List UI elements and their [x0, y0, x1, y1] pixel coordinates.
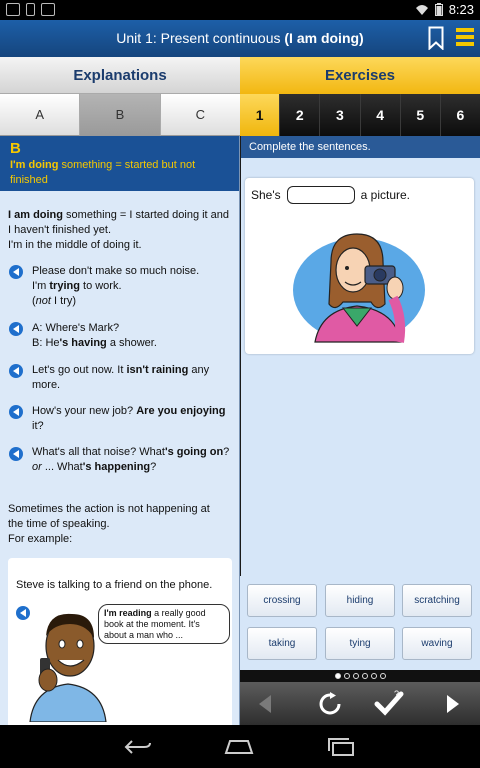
section-subtitle	[10, 158, 230, 188]
option-crossing[interactable]: crossing	[247, 584, 317, 617]
system-nav-bar	[0, 725, 480, 768]
speaker-icon[interactable]	[9, 447, 23, 461]
section-tabs	[0, 94, 240, 136]
example-3-post: any more.	[32, 364, 210, 391]
intro-bold: I am doing	[8, 209, 63, 221]
intro-text	[8, 208, 234, 253]
tab-exercises[interactable]: Exercises	[240, 57, 480, 94]
option-hiding[interactable]: hiding	[325, 584, 395, 617]
system-icons	[415, 2, 474, 17]
exercise-tabs	[240, 94, 480, 136]
explanation-panel[interactable]	[0, 136, 240, 725]
status-bar	[0, 0, 480, 20]
speech-bubble	[98, 604, 230, 644]
paragraph-2-line2: For example:	[8, 533, 73, 545]
wifi-icon	[415, 4, 429, 16]
paragraph-2-text: Sometimes the action is not happening at the time of speaking.	[8, 503, 210, 530]
example-1-note-post: I try)	[50, 295, 77, 307]
nav-back-icon[interactable]	[124, 739, 152, 755]
example-5-pre: What's all that noise? What	[32, 446, 165, 458]
example-5-post2: ?	[150, 461, 157, 473]
section-subtitle-bold: I'm doing	[10, 159, 59, 171]
section-tab-a[interactable]: A	[0, 94, 80, 136]
pager-dot[interactable]	[362, 673, 368, 679]
example-1-pre: I'm	[32, 280, 50, 292]
question-card	[245, 178, 474, 354]
example-5	[32, 445, 232, 475]
exercise-action-bar	[240, 682, 480, 725]
page-title-bold: (I am doing)	[284, 30, 364, 46]
example-4-bold: Are you enjoying	[136, 405, 226, 417]
pager-dot[interactable]	[371, 673, 377, 679]
example-3-bold: isn't raining	[126, 364, 189, 376]
section-tab-c[interactable]: C	[161, 94, 240, 136]
speech-bubble-rest: a really good book at the moment. It's about a man who ...	[104, 608, 206, 640]
example-3-pre: Let's go out now. It	[32, 364, 127, 376]
option-tying[interactable]: tying	[325, 627, 395, 660]
pager-dot[interactable]	[344, 673, 350, 679]
example-2-bold: 's having	[59, 337, 107, 349]
nav-home-icon[interactable]	[224, 739, 254, 755]
speaker-icon[interactable]	[9, 405, 23, 419]
nav-recents-icon[interactable]	[326, 737, 356, 757]
exercise-tab-5[interactable]: 5	[401, 94, 441, 136]
option-taking[interactable]: taking	[247, 627, 317, 660]
refresh-icon[interactable]	[318, 692, 342, 716]
pager-dots	[240, 670, 480, 682]
notification-icons	[6, 3, 55, 16]
option-scratching[interactable]: scratching	[402, 584, 472, 617]
speaker-icon[interactable]	[9, 322, 23, 336]
pager-dot[interactable]	[380, 673, 386, 679]
example-1	[32, 264, 232, 309]
example-4	[32, 404, 232, 434]
example-2	[32, 321, 232, 351]
section-tab-b[interactable]: B	[80, 94, 160, 136]
example-5-or: or	[32, 461, 42, 473]
man-on-phone-illustration	[28, 600, 108, 722]
pager-dot[interactable]	[335, 673, 341, 679]
exercise-tab-4[interactable]: 4	[361, 94, 401, 136]
status-time: 8:23	[448, 2, 474, 17]
battery-icon	[435, 3, 443, 16]
speech-bubble-text	[104, 608, 224, 641]
question-prefix: She's	[251, 188, 281, 202]
speaker-icon[interactable]	[9, 364, 23, 378]
intro-rest: something = I started doing it and I haven't finished yet.	[8, 209, 230, 236]
example-5-bold: 's going on	[164, 446, 224, 458]
next-arrow-icon[interactable]	[446, 694, 460, 714]
exercise-tab-6[interactable]: 6	[441, 94, 480, 136]
bookmark-icon[interactable]	[428, 26, 444, 50]
check-question-mark: ?	[394, 689, 400, 699]
question-suffix: a picture.	[360, 188, 411, 202]
example-2-pre: B: He	[32, 337, 60, 349]
example-1-note-italic: not	[35, 295, 51, 307]
section-header	[0, 136, 240, 191]
back-arrow-icon[interactable]	[258, 694, 272, 714]
example-1-note-pre: (	[32, 295, 36, 307]
woman-with-camera-illustration	[291, 226, 427, 346]
example-4-post: it?	[32, 420, 44, 432]
page-title	[0, 20, 480, 57]
example-2-post: a shower.	[106, 337, 157, 349]
option-waving[interactable]: waving	[402, 627, 472, 660]
exercise-instruction: Complete the sentences.	[249, 141, 371, 153]
section-letter: B	[10, 140, 21, 157]
exercise-tab-2[interactable]: 2	[280, 94, 320, 136]
exercise-tab-1[interactable]: 1	[240, 94, 280, 136]
pager-dot[interactable]	[353, 673, 359, 679]
example-3	[32, 363, 222, 393]
example-1-post: to work.	[79, 280, 122, 292]
answer-blank[interactable]	[287, 186, 355, 204]
tab-explanations[interactable]: Explanations	[0, 57, 240, 94]
exercise-tab-3[interactable]: 3	[320, 94, 360, 136]
image-icon	[41, 3, 55, 16]
title-bar	[0, 20, 480, 57]
example-5-pre2: ... What	[41, 461, 83, 473]
page-title-prefix: Unit 1: Present continuous	[116, 30, 285, 46]
example-2-line1: A: Where's Mark?	[32, 322, 120, 334]
speech-bubble-bold: I'm reading	[104, 608, 152, 618]
notification-icon	[6, 3, 20, 16]
question-sentence	[251, 186, 410, 204]
phone-icon	[26, 3, 35, 16]
example-1-bold: trying	[49, 280, 80, 292]
example-5-bold2: 's happening	[82, 461, 151, 473]
section-subtitle-rest: something = started but not finished	[10, 159, 196, 186]
intro-line2: I'm in the middle of doing it.	[8, 239, 142, 251]
example-card	[8, 558, 232, 725]
example-5-post: ?	[223, 446, 230, 458]
check-icon[interactable]	[374, 688, 404, 718]
example-1-line1: Please don't make so much noise.	[32, 265, 200, 277]
menu-icon[interactable]	[456, 28, 474, 48]
example-4-pre: How's your new job?	[32, 405, 137, 417]
speaker-icon[interactable]	[9, 265, 23, 279]
card-caption: Steve is talking to a friend on the phone.	[16, 579, 213, 591]
paragraph-2	[8, 502, 228, 547]
